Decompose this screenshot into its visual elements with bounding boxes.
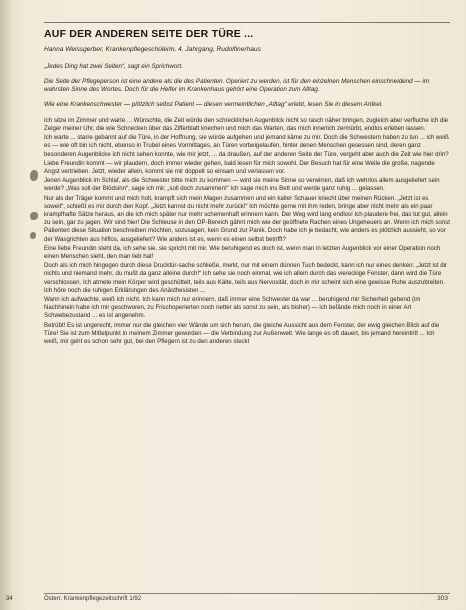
margin-stain-mark [30, 232, 36, 239]
journal-citation: Österr. Krankenpflegezeitschrift 1/92 [44, 596, 142, 602]
article-byline: Hanna Weissgerber, Krankenpflegeschülerin, 4. Jahrgang, Rudolfinerhaus [44, 46, 261, 53]
article-text [44, 117, 450, 346]
body-paragraph: Ich sitze im Zimmer und warte ... Wünschte, die Zeit würde den schrecklichen Augenblick nicht so rasch näher bringen, zugleich aber verfluche ich die Zeiger meiner Uhr, die wie Schnecken über das Zifferblatt kriechen und mich das Warten, das mich innerlich zermürbt, endlos erleben lassen. [44, 116, 449, 132]
body-paragraph: Jenen Augenblick im Schlaf, als die Schwester bitte mich zu kommen — wird sie meine Sinne so verwirren, daß ich wehrlos allem ausgeliefert sein werde? „Was soll der Blödsinn“, sage ich mir, „soll doch zusammen!“ Ich sage mich ins Bett und werde ganz ruhig ... gelassen. [44, 177, 440, 193]
body-paragraph: Ich warte ... starre gebannt auf die Türe, in der Hoffnung, sie würde aufgehen und jemand käme zu mir. Doch die Schwestern haben zu tun ... ich weiß es — wie oft bin ich nicht, ebenso in Trubel eines Vormittages, an Türen vorbeigelaufen, hinter denen Menschen gesessen sind, deren ganz besonderen Augenblicke ich nicht sehen konnte, wie mir jetzt, ... da draußen, auf der anderen Seite der Türe, vergeht aber auch die Zeit wie hier drin? [44, 134, 449, 158]
body-paragraph: Wann ich aufwachte, weiß ich nicht. Ich kann mich nur erinnern, daß immer eine Schwester da war ... beruhigend mir Sicherheit gebend (im Nachhinein habe ich mir geschworen, zu Frischoperierten noch netter als sonst zu sein, als bisher) — ich befände mich noch in einer Art Schwebezustand ... es ist angenehm. [44, 296, 421, 320]
intro-paragraph: Wie eine Krankenschwester — plötzlich selbst Patient — diesen vermeintlichen „Alltag“ erlebt, lesen Sie in diesem Artikel. [44, 101, 383, 109]
margin-stain-mark [30, 170, 38, 181]
article-body [44, 22, 450, 347]
intro-paragraph: Die Seite der Pflegeperson ist eine andere als die des Patienten. Operiert zu werden, ist für den einzelnen Menschen einschneidend — im wahrsten Sinne des Wortes. Doch für die Helfer im Krankenhaus gehört eine Operation zum Alltag. [44, 77, 430, 94]
page-spine-shadow [0, 0, 12, 610]
margin-stain-mark [30, 212, 38, 220]
body-paragraph: Liebe Freundin kommt — wir plaudern, doch immer wieder gehen, bald lesen für mich sowohl. Der Besuch hat für eine Weile die große, nagende Angst vertrieben. Jetzt, wieder allein, kommt sie mir doppelt so einsam und verlassen vor. [44, 159, 435, 175]
body-paragraph: Eine liebe Freundin steht da, ich sehe sie, sie spricht mit mir. Wie beruhigend es doch ist, wenn man in letzten Augenblick vor einer Operation noch einen Menschen sieht, den man lieb hat! [44, 244, 441, 261]
body-paragraph: Nur als der Träger kommt und mich holt, krampft sich mein Magen zusammen und ein kalter Schauer kriecht über meinen Rücken. „Jetzt ist es soweit“, schießt es mir durch den Kopf. „Jetzt kannst du nicht mehr zurück!“ Ich möchte gerne mit ihm reden, bringe aber nicht mehr als ein paar krampfhafte Sätze heraus, an die ich mich später nur mehr schemenhaft erinnern kann. Der Weg wird lang endlos! Ich plaudere frei, das tut gut, allein zu sein, gar zu jagen. Wir sind hier! Die Schleuse in den OP-Bereich gähnt mich wie der geöffnete Rachen eines Ungeheuers an. Wenn ich mich sonst Patienten diese Situation beschreiben möchten, sozusagen, kein Grund zur Panik. Doch habe ich je bedacht, wie anders es plötzlich aussieht, so vor der Wasgrichten aus hilflos, ausgeliefert? Wie anders ist es, wenn es einen selbst betrifft? [44, 194, 450, 243]
body-paragraph: Betrübt! Es ist ungerecht, immer nur die gleichen vier Wände um sich herum, die gleiche Aussicht aus dem Fenster, der ewig gleichen Blick auf die Türe! Sie ist zum Mittelpunkt in meinem Zimmer geworden — die Verbindung zur Außenwelt. Wie lange es oft dauert, bis jemand hereintritt ... Ich weiß, mir geht es schon sehr gut, bei den Pflegern ist zu den anderen steckt [44, 321, 440, 346]
body-paragraph: Doch als ich mich hingegen durch diese Drucktür-sache schließe, merkt, nur mit einem dünnen Tuch bedeckt, kann ich nur eines denken: „Jetzt ist dir nichts und niemand mehr, du mußt da ganz alleine durch!“ Ich sehe sie noch einmal, wie ich allein durch das viereckige Fenster, dann wird die Türe verschlossen. Ich atmete mein Körper wird geschüttelt, teils aus Kälte, teils aus Nervosität, doch in mir scheint sich eine gewisse Ruhe auszubreiten. Ich höre noch die ruhigen Erklärungen des Anästhesisten ... [44, 262, 448, 294]
intro-paragraph: „Jedes Ding hat zwei Seiten“, sagt ein Sprichwort. [44, 62, 183, 70]
article-headline: AUF DER ANDEREN SEITE DER TÜRE ... [44, 22, 450, 40]
article-intro [44, 63, 450, 110]
page-number-right: 303 [437, 595, 448, 602]
page-number-left: 34 [6, 596, 13, 602]
page-footer [0, 590, 466, 604]
